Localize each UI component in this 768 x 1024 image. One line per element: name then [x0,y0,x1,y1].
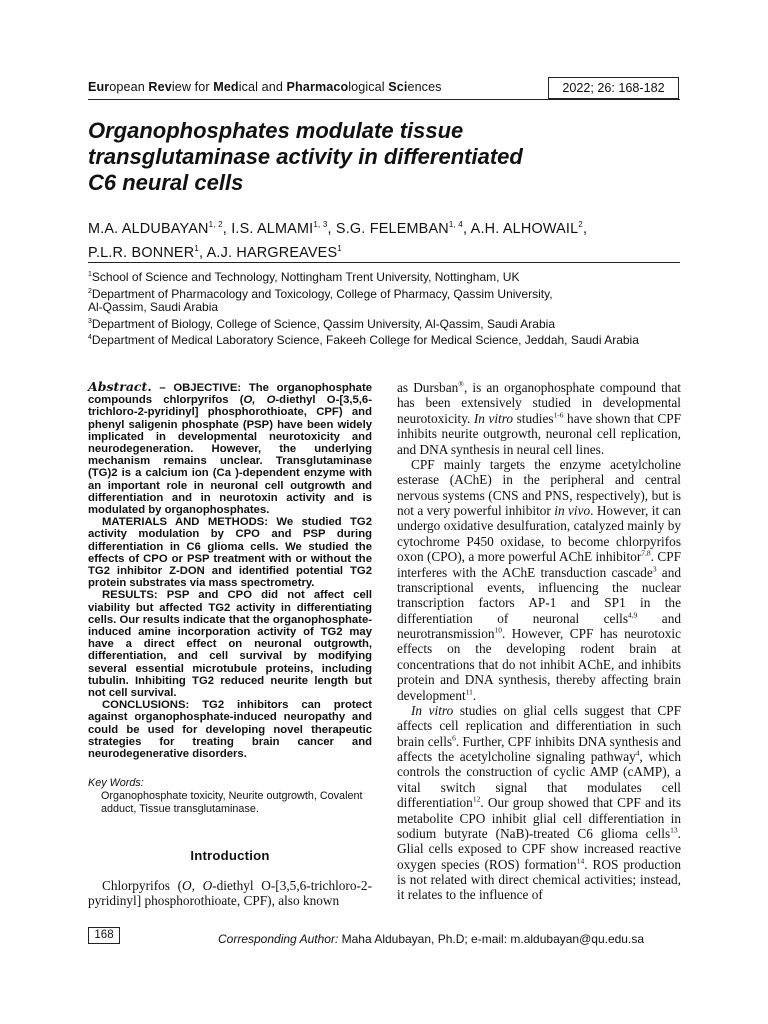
journal-name-part: Pharmaco [286,80,349,94]
text-run: . However, CPF has neurotoxic effects on the developing rodent brain at concentrations that do not inhibit AChE, and inhibits protein and DNA synthesis, thereby affecting brain development [397,626,681,703]
keywords-label: Key Words: [88,777,144,789]
text-run: Chlorpyrifos ( [102,878,183,893]
affiliation-number: 1 [88,271,92,278]
author-affiliation-mark: 2 [578,220,583,229]
abstract-paragraph [88,589,372,699]
journal-name-part: Eur [88,80,110,94]
text-run: O, O [182,878,213,893]
body-right-column [397,380,681,903]
affiliation-item [88,285,688,315]
affiliation-text: Department of Biology, College of Science, Qassim University, Al-Qassim, Saudi Arabia [91,316,555,331]
affiliation-item [88,268,688,285]
affiliation-number: 4 [88,334,92,342]
text-run: , which controls the construction of cyclic AMP (cAMP), a vital switch signal that modulates cell differentiation [397,749,681,811]
author-name: A.J. HARGREAVES [206,244,338,261]
text-run: MATERIALS AND METHODS: We studied TG2 activity modulation by CPO and PSP during differentiation in C6 glioma cells. We studied the effects of CPO or PSP treatment with or without the TG2 inhibitor Z-DON and identified potential TG2 protein substrates via mass spectrometry. [88,516,372,590]
journal-name-part: logical [348,80,389,94]
text-run: . Glial cells exposed to CPF show increased reactive oxygen species (ROS) formation [397,825,681,872]
author-separator: , [222,220,232,237]
corresponding-author [218,932,644,946]
affiliation-text: School of Science and Technology, Nottingham Trent University, Nottingham, UK [91,270,520,284]
journal-name-part: ences [407,80,442,94]
affiliation-text: Al-Qassim, Saudi Arabia [88,300,219,315]
journal-name-part: ical and [238,80,287,94]
journal-name-part: Sci [388,80,408,94]
body-paragraph [397,457,681,703]
corresponding-author-details: Maha Aldubayan, Ph.D; e-mail: m.aldubayan@qu.edu.sa [338,932,644,946]
reference-superscript: 3 [652,564,657,574]
affiliation-list [88,268,688,348]
abstract-dash: – [151,382,174,394]
author-affiliation-mark: 1 [337,243,342,253]
text-run: RESULTS: PSP and CPO did not affect cell viability but affected TG2 activity in differentiating cells. Our results indicate that the organophosphate-induced amine incorporation activity of TG2 may have a direct effect on neuronal outgrowth, differentiation, and cell survival by modifying several essential microtubule proteins, including tubulin. Inhibiting TG2 reduced neurite length but not cell survival. [88,589,372,700]
reference-superscript: 7,8 [641,548,651,558]
text-run: O, O [243,394,276,407]
reference-superscript: ® [458,379,464,389]
text-run: -diethyl O-[3,5,6-trichloro-2-pyridinyl] phosphorothioate, CPF), also known [88,878,373,909]
text-run: , is an organophosphate compound that has been extensively studied in developmental neurotoxicity. [397,380,682,426]
author-separator: , [198,244,207,261]
journal-name [88,80,442,94]
authors-rule [88,262,680,263]
abstract-paragraph [88,516,372,589]
introduction-heading: Introduction [190,848,270,863]
author-name: A.H. ALHOWAIL [470,220,579,237]
author-affiliation-mark: 1, 2 [208,220,223,229]
text-run: have shown that CPF inhibits neurite outgrowth, neuronal cell replication, and DNA synthesis in neural cell lines. [397,410,682,457]
title-line: C6 neural cells [88,170,244,195]
journal-name-part: Rev [148,80,172,94]
author-affiliation-mark: 1 [194,243,199,253]
affiliation-text: Department of Pharmacology and Toxicology, College of Pharmacy, Qassim University, [91,286,553,301]
text-run: In vitro [473,410,514,426]
text-run: -diethyl O-[3,5,6-trichloro-2-pyridinyl] phosphorothioate, CPF) and phenyl saligenin phosphate (PSP) have been widely implicated in developmental neurotoxicity and neurodegeneration. However, the underlying mechanism remains unclear. Transglutaminase (TG)2 is a calcium ion (Ca )-dependent enzyme with an important role in neuronal cell outgrowth and differentiation and in neurotoxin activity and is modulated by organophosphates. [88,394,372,517]
text-run: studies [513,410,554,426]
corresponding-author-label: Corresponding Author: [218,932,339,946]
abstract [88,381,372,760]
author-separator: , [327,220,336,237]
issue-citation: 2022; 26: 168-182 [548,77,679,99]
body-paragraph [397,380,681,457]
page-number: 168 [88,927,120,944]
reference-superscript: 10 [494,625,502,635]
text-run: in vivo [554,503,591,518]
author-separator: , [463,220,471,237]
text-run: and neurotransmission [397,610,681,641]
article-title [88,118,688,196]
reference-superscript: 4,9 [628,610,638,620]
author-name: P.L.R. BONNER [88,244,195,261]
header-rule [88,99,680,100]
journal-name-part: Med [213,80,239,94]
journal-name-part: iew for [171,80,214,94]
text-run: In vitro [411,702,454,718]
text-run: . However, it can undergo oxidative desulfuration, catalyzed mainly by cytochrome P450 oxidase, to become chlorpyrifos oxon (CPO), a more powerful AChE inhibitor [397,503,681,565]
reference-superscript: 4 [635,748,640,758]
text-run: . Our group showed that CPF and its metabolite CPO inhibit glial cell differentiation in sodium butyrate (NaB)-treated C6 glioma cells [397,795,681,841]
affiliation-item [88,331,688,348]
author-name: M.A. ALDUBAYAN [88,220,209,237]
text-run: . [472,687,477,703]
reference-superscript: 13 [670,825,678,835]
author-affiliation-mark: 1, 3 [313,220,328,229]
reference-superscript: 12 [472,794,481,804]
author-separator: , [582,220,588,237]
text-run: . CPF interferes with the AChE transduction cascade [397,549,681,580]
text-run: OBJECTIVE: The organophosphate compounds chlorpyrifos ( [88,382,372,407]
affiliation-text: Department of Medical Laboratory Science, Fakeeh College for Medical Science, Jeddah, Saudi Arabia [91,333,639,348]
text-run: CPF mainly targets the enzyme acetylcholine esterase (AChE) in the peripheral and central nervous systems (CNS and PNS, respectively), but is not a very powerful inhibitor [397,456,681,518]
journal-name-part: opean [109,80,149,94]
affiliation-number: 3 [88,317,92,325]
author-list [88,215,688,263]
author-name: I.S. ALMAMI [231,220,314,237]
title-line: Organophosphates modulate tissue [88,118,464,143]
affiliation-number: 2 [88,287,92,295]
text-run: . ROS production is not related with direct chemical activities; instead, it relates to the influence of [397,856,682,903]
abstract-label: Abstract. [88,379,152,394]
introduction-paragraph [88,878,372,909]
reference-superscript: 1-6 [553,410,564,420]
keywords-text: Organophosphate toxicity, Neurite outgrowth, Covalent adduct, Tissue transglutaminase. [101,790,363,815]
text-run: CONCLUSIONS: TG2 inhibitors can protect against organophosphate-induced neuropathy and could be used for developing novel therapeutic strategies for treating brain cancer and neurodegenerative disorders. [88,699,372,761]
body-paragraph [397,703,681,903]
text-run: and transcriptional events, influencing the nuclear transcription factors AP-1 and SP1 in the differentiation of neuronal cells [397,564,681,626]
reference-superscript: 14 [576,856,585,866]
text-run: as Dursban [397,380,459,395]
text-run: . Further, CPF inhibits DNA synthesis and affects the acetylcholine signaling pathway [397,733,681,764]
reference-superscript: 11 [465,687,473,697]
text-run: studies on glial cells suggest that CPF affects cell replication and differentiation in such brain cells [397,702,681,749]
author-affiliation-mark: 1, 4 [448,220,464,229]
affiliation-item [88,315,688,332]
title-line: transglutaminase activity in differentiated [88,144,523,169]
reference-superscript: 6 [452,733,456,743]
abstract-paragraph [88,699,372,760]
author-name: S.G. FELEMBAN [335,220,449,237]
abstract-paragraph [88,381,372,516]
